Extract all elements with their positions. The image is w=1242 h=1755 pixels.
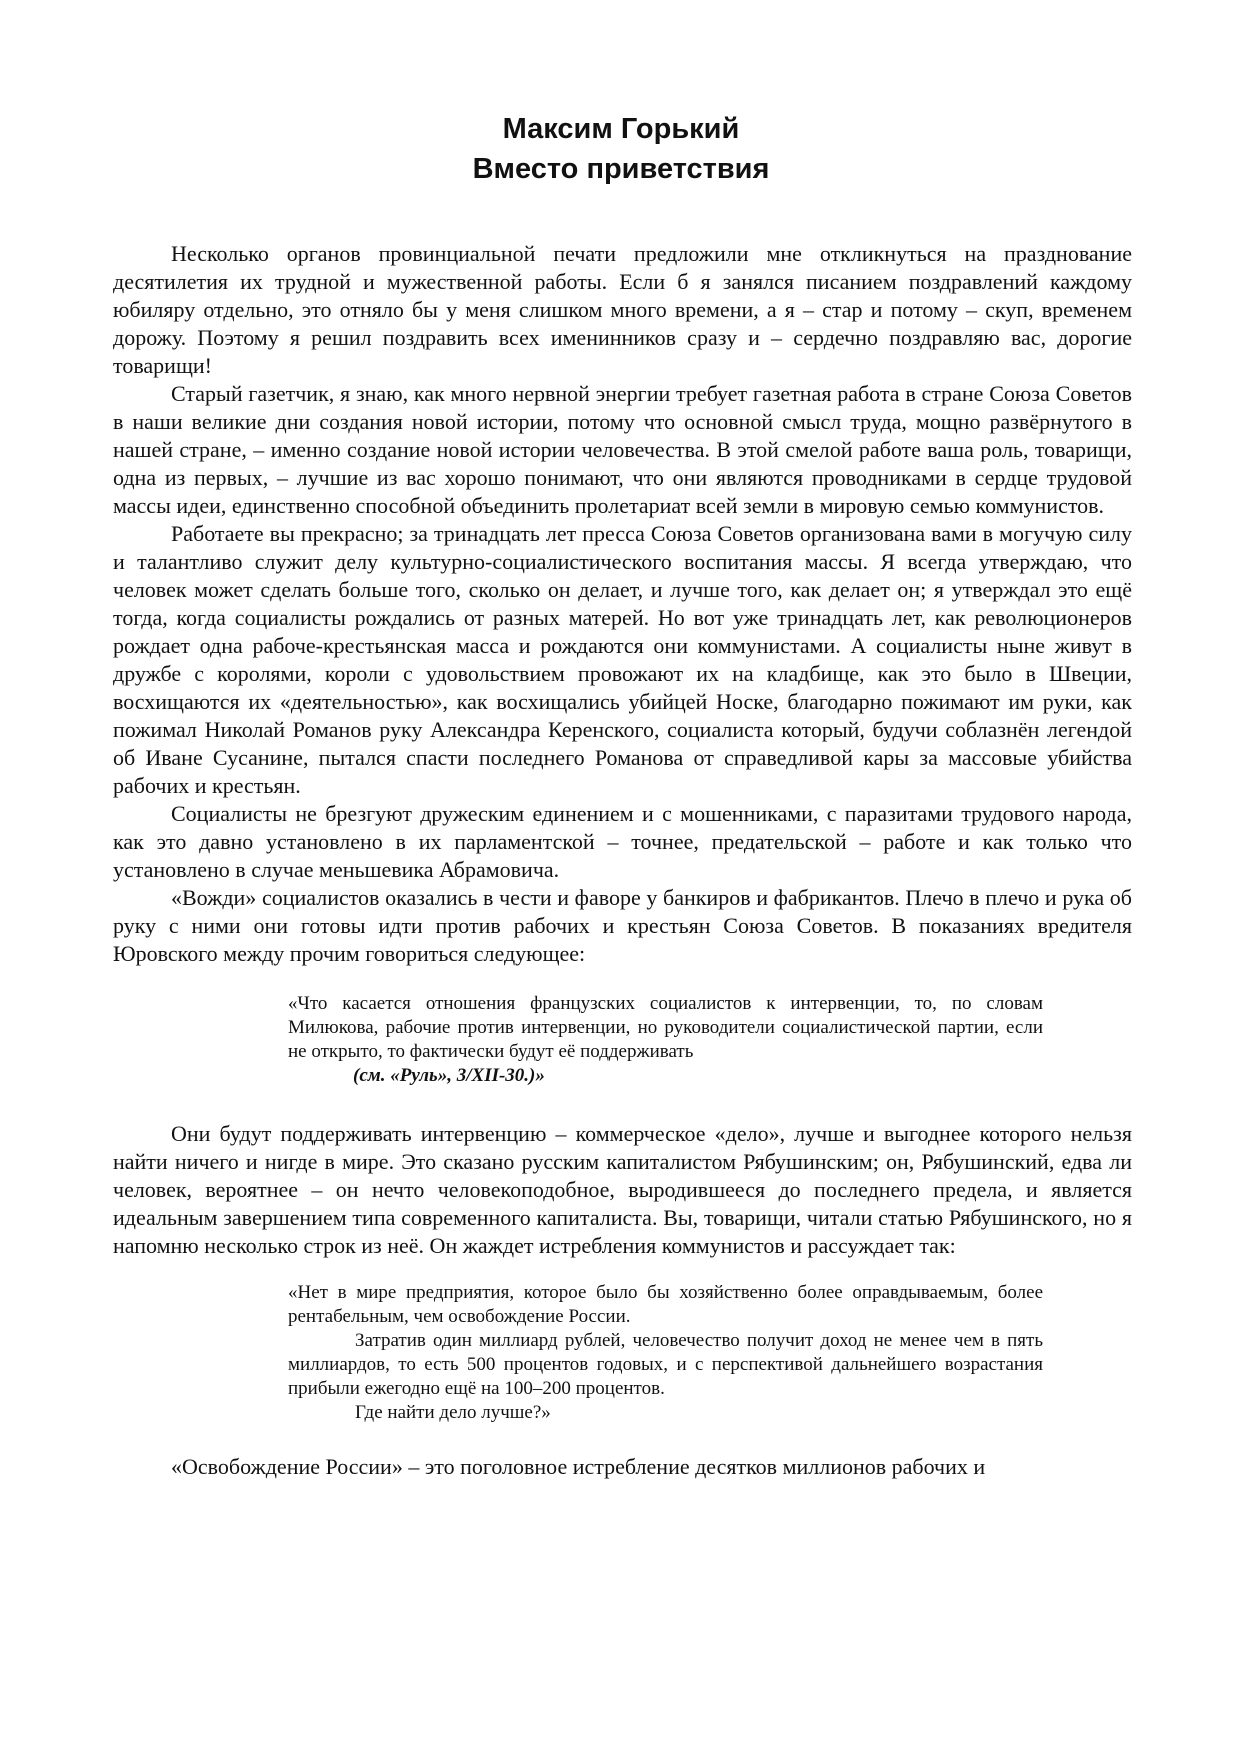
body-text	[113, 240, 1132, 1481]
block-quote-ryabushinsky	[288, 1281, 1043, 1425]
quote-source: (см. «Руль», 3/XII-30.)»	[353, 1065, 545, 1086]
paragraph: Старый газетчик, я знаю, как много нервной энергии требует газетная работа в стране Союза Советов в наши великие дни создания новой истории, потому что основной смысл труда, мощно развёрнутого в нашей стране, – именно создание новой истории человечества. В этой смелой работе ваша роль, товарищи, одна из первых, – лучшие из вас хорошо понимают, что они являются проводниками в сердце трудовой массы идеи, единственно способной объединить пролетариат всей земли в мировую семью коммунистов.	[113, 381, 1132, 518]
quote-line: Где найти дело лучше?»	[355, 1402, 551, 1423]
quote-line: «Нет в мире предприятия, которое было бы хозяйственно более оправдываемым, более рентабельным, чем освобождение России.	[288, 1282, 1043, 1327]
quote-text: «Что касается отношения французских социалистов к интервенции, то, по словам Милюкова, рабочие против интервенции, но руководители социалистической партии, если не открыто, то фактически будут её поддерживать	[288, 993, 1043, 1062]
paragraph: Работаете вы прекрасно; за тринадцать лет пресса Союза Советов организована вами в могучую силу и талантливо служит делу культурно-социалистического воспитания массы. Я всегда утверждаю, что человек может сделать больше того, сколько он делает, и лучше того, как делает он; я утверждал это ещё тогда, когда социалисты рождались от разных матерей. Но вот уже тринадцать лет, как революционеров рождает одна рабоче-крестьянская масса и рождаются они коммунистами. А социалисты ныне живут в дружбе с королями, короли с удовольствием провожают их на кладбище, как это было в Швеции, восхищаются их «деятельностью», как восхищались убийцей Носке, благодарно пожимают им руки, как пожимал Николай Романов руку Александра Керенского, социалиста который, будучи соблазнён легендой об Иване Сусанине, пытался спасти последнего Романова от справедливой кары за массовые убийства рабочих и крестьян.	[113, 521, 1132, 798]
paragraph: Социалисты не брезгуют дружеским единением и с мошенниками, с паразитами трудового народа, как это давно установлено в их парламентской – точнее, предательской – работе и как только что установлено в случае меньшевика Абрамовича.	[113, 801, 1132, 882]
document-title: Вместо приветствия	[472, 153, 770, 185]
quote-line: Затратив один миллиард рублей, человечество получит доход не менее чем в пять миллиардов, то есть 500 процентов годовых, и с перспективой дальнейшего возрастания прибыли ежегодно ещё на 100–200 процентов.	[288, 1330, 1043, 1399]
paragraph: Они будут поддерживать интервенцию – коммерческое «дело», лучше и выгоднее которого нельзя найти ничего и нигде в мире. Это сказано русским капиталистом Рябушинским; он, Рябушинский, едва ли человек, вероятнее – он нечто человекоподобное, выродившееся до последнего предела, и является идеальным завершением типа современного капиталиста. Вы, товарищи, читали статью Рябушинского, но я напомню несколько строк из неё. Он жаждет истребления коммунистов и рассуждает так:	[113, 1121, 1132, 1258]
paragraph: «Освобождение России» – это поголовное истребление десятков миллионов рабочих и	[171, 1454, 986, 1479]
paragraph: «Вожди» социалистов оказались в чести и фаворе у банкиров и фабрикантов. Плечо в плечо и рука об руку с ними они готовы идти против рабочих и крестьян Союза Советов. В показаниях вредителя Юровского между прочим говориться следующее:	[113, 885, 1132, 966]
block-quote-milyukov	[288, 992, 1043, 1088]
paragraph: Несколько органов провинциальной печати предложили мне откликнуться на празднование десятилетия их трудной и мужественной работы. Если б я занялся писанием поздравлений каждому юбиляру отдельно, это отняло бы у меня слишком много времени, а я – стар и потому – скуп, временем дорожу. Поэтому я решил поздравить всех именинников сразу и – сердечно поздравляю вас, дорогие товарищи!	[113, 241, 1132, 378]
author-name: Максим Горький	[502, 113, 740, 145]
